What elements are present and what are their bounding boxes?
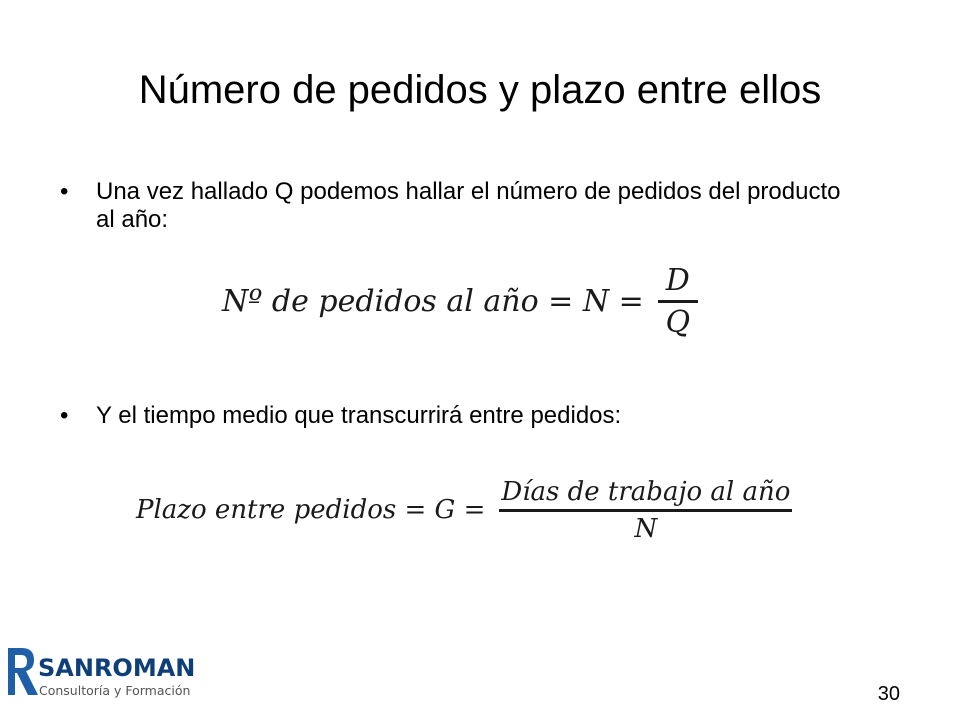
fraction: [499, 477, 792, 544]
orders-per-year-formula: [222, 255, 698, 347]
bullet-text: Una vez hallado Q podemos hallar el número de pedidos del producto al año:: [96, 178, 841, 233]
bullet-marker: •: [60, 178, 69, 205]
page-number: 30: [877, 683, 900, 705]
slide-title: Número de pedidos y plazo entre ellos: [138, 68, 822, 112]
fraction-denominator: Q: [665, 304, 691, 340]
bullet-item: [60, 402, 850, 430]
fraction: [658, 263, 698, 340]
fraction-denominator: N: [634, 513, 658, 544]
logo-r-mark: [8, 648, 38, 695]
bullet-item: [60, 178, 850, 234]
formula-lhs: Plazo entre pedidos = G =: [136, 495, 486, 525]
formula-lhs: Nº de pedidos al año = N =: [222, 283, 644, 319]
logo-name: SANROMAN: [38, 654, 196, 682]
logo-tagline: Consultoría y Formación: [39, 683, 191, 698]
sanroman-logo: [4, 640, 204, 706]
bullet-text: Y el tiempo medio que transcurrirá entre pedidos:: [96, 402, 622, 429]
fraction-numerator: D: [665, 262, 690, 298]
order-interval-formula: [136, 468, 792, 552]
fraction-numerator: Días de trabajo al año: [501, 476, 791, 507]
bullet-marker: •: [60, 402, 69, 429]
